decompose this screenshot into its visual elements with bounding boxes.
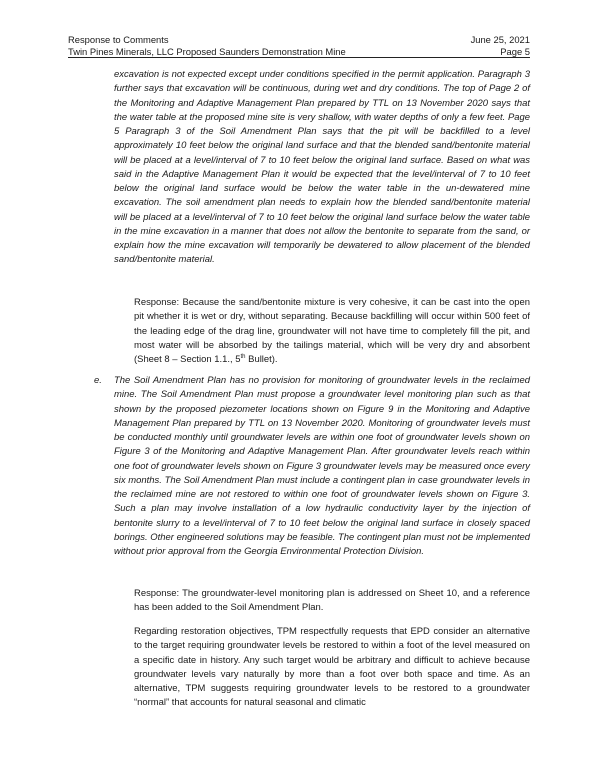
header-divider xyxy=(68,57,530,58)
comment-e-text: The Soil Amendment Plan has no provision for monitoring of groundwater levels in the reclaimed mine. The Soil Amendment Plan must propose a groundwater level monitoring plan such as that shown by the proposed piezometer locations shown on Figure 9 in the Monitoring and Adaptive Management Plan prepared by TTL on 13 November 2020. Monitoring of groundwater levels must be conducted monthly until groundwater levels are within one foot of groundwater levels shown on Figure 3 of the Monitoring and Adaptive Management Plan. After groundwater levels reach within one foot of groundwater levels shown on Figure 3 groundwater levels may be measured once every six months. The Soil Amendment Plan must include a contingent plan in case groundwater levels in the reclaimed mine are not restored to within one foot of groundwater levels shown on Figure 3. Such a plan may involve installation of a low hydraulic conductivity layer by the injection of bentonite slurry to a level/interval of 7 to 10 feet below the original land surface in closely spaced borings. Other engineered solutions may be feasible. The contingent plan must not be implemented without prior approval from the Georgia Environmental Protection Division. xyxy=(114,375,530,557)
header-document-title: Response to Comments xyxy=(68,34,169,45)
response-d xyxy=(134,296,530,367)
comment-d-continued: excavation is not expected except under conditions specified in the permit application. Paragraph 3 further says that excavation will be continuous, during wet and dry conditions. The top of Page 2 of the Monitoring and Adaptive Management Plan prepared by TTL on 13 November 2020 says that the water table at the proposed mine site is very shallow, with water depths of only a few feet. Page 5 Paragraph 3 of the Soil Amendment Plan says that the pit will be backfilled to a level approximately 10 feet below the original land surface and that the blended sand/bentonite material will be placed at a level/interval of 7 to 10 feet below the original land surface. Based on what was said in the Adaptive Management Plan it would be expected that the level/interval of 7 to 10 feet below the original land surface would be below the water table in the un-dewatered mine excavation. The soil amendment plan needs to explain how the blended sand/bentonite material will be placed at a level/interval of 7 to 10 feet below the original land surface below the water table in the mine excavation in a manner that does not allow the bentonite to separate from the sand, or explain how the mine excavation will temporarily be dewatered to allow placement of the blended sand/bentonite material. xyxy=(114,69,530,266)
header-row-2 xyxy=(68,46,530,58)
header-date: June 25, 2021 xyxy=(470,34,530,45)
response-d-superscript: th xyxy=(240,353,246,360)
response-d-tail: Bullet). xyxy=(245,354,278,365)
page-header xyxy=(68,34,530,57)
header-row-1 xyxy=(68,34,530,46)
header-page-number: Page 5 xyxy=(500,45,530,57)
response-e-paragraph-1: Response: The groundwater-level monitoring plan is addressed on Sheet 10, and a reference has been added to the Soil Amendment Plan. xyxy=(134,588,530,614)
response-e-paragraph-2: Regarding restoration objectives, TPM respectfully requests that EPD consider an alternative to the target requiring groundwater levels be restored to within a foot of the level measured on a specific date in history. Any such target would be arbitrary and difficult to achieve because groundwater levels vary naturally by more than a foot over both space and time. As an alternative, TPM suggests requiring groundwater levels to be restored to a groundwater “normal” that accounts for natural seasonal and climatic xyxy=(134,626,530,709)
comment-e-marker: e. xyxy=(94,375,102,386)
response-d-text: Response: Because the sand/bentonite mixture is very cohesive, it can be cast into the open pit whether it is wet or dry, without separating. Because backfilling will occur within 500 feet of the leading edge of the drag line, groundwater will not have time to completely fill the pit, and most water will be absorbed by the tailings material, which will be very dry and absorbent (Sheet 8 – Section 1.1., 5 xyxy=(134,297,530,365)
header-project-name: Twin Pines Minerals, LLC Proposed Saunders Demonstration Mine xyxy=(68,45,346,57)
